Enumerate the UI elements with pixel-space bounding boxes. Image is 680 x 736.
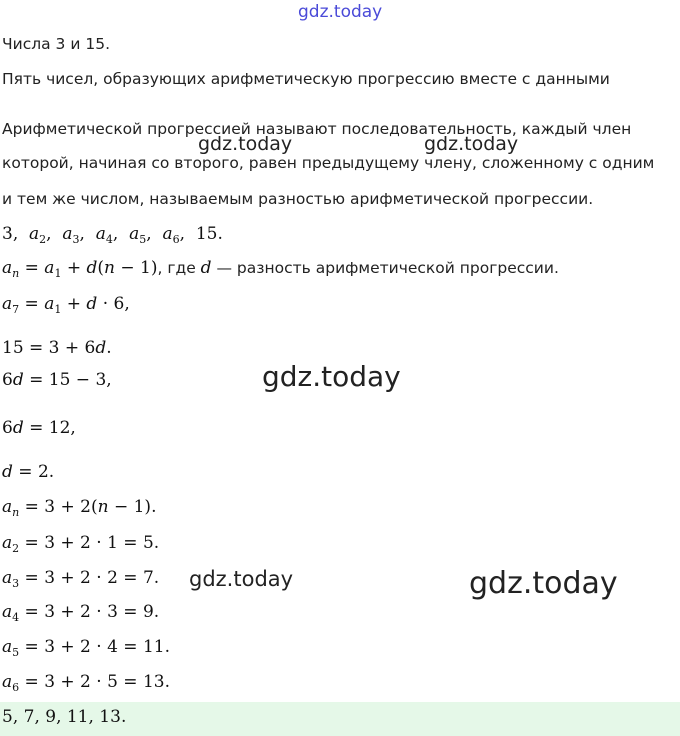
a5-value: $a_5 = 3 + 2 \cdot 4 = 11$. bbox=[2, 637, 170, 659]
an-formula: $a_n = 3 + 2(n - 1)$. bbox=[2, 497, 157, 519]
general-formula-line: $a_n = a_1 + d(n - 1)$, где d — разность арифметической прогрессии. bbox=[2, 258, 559, 280]
equation-4: d = 2. bbox=[2, 462, 55, 482]
formula-note-2: — разность арифметической прогрессии. bbox=[211, 259, 559, 277]
answer-box bbox=[0, 702, 680, 736]
equation-2: 6d = 15 − 3, bbox=[2, 370, 112, 390]
equation-1: 15 = 3 + 6d. bbox=[2, 338, 112, 358]
watermark: gdz.today bbox=[262, 360, 401, 393]
definition-line-3: и тем же числом, называемым разностью арифметической прогрессии. bbox=[2, 190, 594, 208]
given-text: Числа 3 и 15. bbox=[2, 35, 110, 53]
equation-3: 6d = 12, bbox=[2, 418, 76, 438]
watermark: gdz.today bbox=[198, 133, 293, 155]
a3-value: $a_3 = 3 + 2 \cdot 2 = 7$. bbox=[2, 568, 160, 590]
watermark: gdz.today bbox=[424, 133, 519, 155]
a2-value: $a_2 = 3 + 2 \cdot 1 = 5$. bbox=[2, 533, 160, 555]
watermark: gdz.today bbox=[189, 567, 294, 591]
a7-formula: $a_7 = a_1 + d \cdot 6$, bbox=[2, 294, 130, 316]
sequence-line: 3, $a_2$, $a_3$, $a_4$, $a_5$, $a_6$, 15. bbox=[2, 224, 223, 246]
task-text: Пять чисел, образующих арифметическую прогрессию вместе с данными bbox=[2, 70, 610, 88]
definition-line-2: которой, начиная со второго, равен предыдущему члену, сложенному с одним bbox=[2, 154, 655, 172]
formula-note: , где bbox=[157, 259, 201, 277]
definition-line-1: Арифметической прогрессией называют последовательность, каждый член bbox=[2, 120, 632, 138]
a6-value: $a_6 = 3 + 2 \cdot 5 = 13$. bbox=[2, 672, 170, 694]
a4-value: $a_4 = 3 + 2 \cdot 3 = 9$. bbox=[2, 602, 160, 624]
watermark: gdz.today bbox=[469, 566, 618, 601]
answer-text: 5, 7, 9, 11, 13. bbox=[2, 707, 127, 727]
watermark-top: gdz.today bbox=[298, 2, 383, 22]
